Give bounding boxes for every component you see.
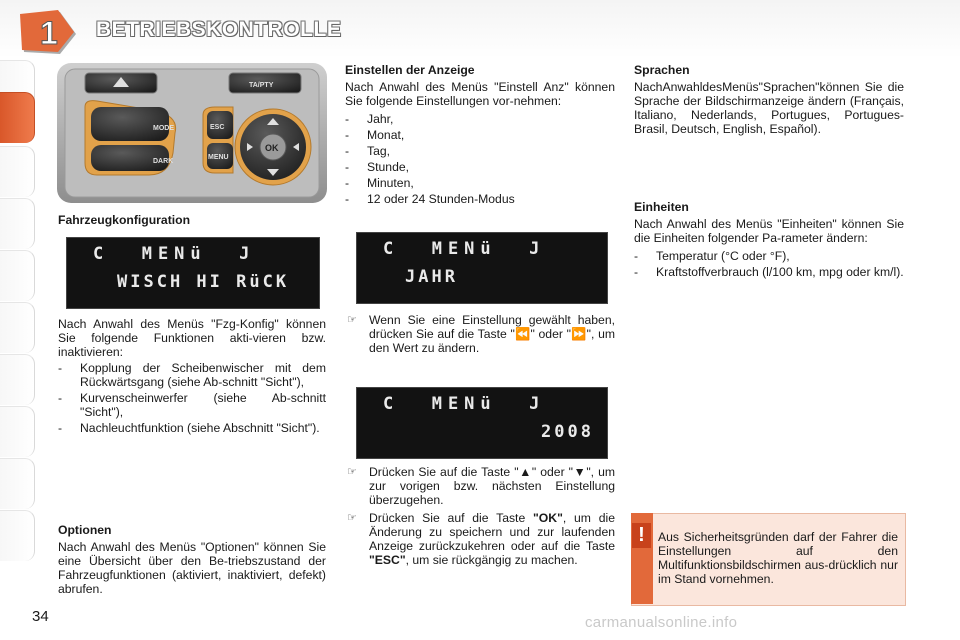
lcd-line-1: C MENü J	[93, 244, 256, 264]
tip-1: ☞ Wenn Sie eine Einstellung gewählt haben, drücken Sie auf die Taste "⏪" oder "⏩", um den Wert zu ändern.	[347, 313, 615, 355]
sidebar-tab-2[interactable]	[0, 146, 35, 197]
dark-label: DARK	[153, 158, 174, 165]
einheiten-body	[634, 217, 904, 281]
sidebar-tab-4[interactable]	[0, 250, 35, 301]
pointer-icon: ☞	[347, 512, 357, 524]
sidebar-tab-3[interactable]	[0, 198, 35, 249]
mode-label: MODE	[153, 125, 174, 132]
tips-2-3: ☞ Drücken Sie auf die Taste "▲" oder "▼", um zur vorigen bzw. nächsten Einstellung überzugehen. ☞ Drücken Sie auf die Taste "OK", um die Änderung zu speichern und zur laufenden Anzeige zurückzukehren oder auf die Taste "ESC", um sie rückgängig zu machen.	[347, 465, 615, 567]
warning-icon: !	[632, 523, 651, 548]
ok-label: OK	[265, 143, 279, 153]
fahrzeug-heading: Fahrzeugkonfiguration	[58, 213, 191, 227]
sidebar-tab-6[interactable]	[0, 354, 35, 405]
lcd-line-2: JAHR	[405, 267, 458, 287]
lcd-line-2: WISCH HI RüCK	[117, 272, 290, 292]
page-number: 34	[32, 608, 49, 625]
pointer-icon: ☞	[347, 466, 357, 478]
sidebar-tab-9[interactable]	[0, 510, 35, 561]
list-item: - Temperatur (°C oder °F),	[634, 249, 904, 263]
sprachen-text: NachAnwahldesMenüs"Sprachen"können Sie die Sprache der Bildschirmanzeige ändern (Français, Italiano, Nederlands, Portugues, Portugues-Brasil, Deutsch, English, Español).	[634, 80, 904, 136]
list-item: - Minuten,	[345, 176, 615, 190]
list-item: - Kurvenscheinwerfer (siehe Ab-schnitt "Sicht"),	[58, 391, 326, 419]
sprachen-heading: Sprachen	[634, 63, 690, 77]
lcd-display-jahr	[356, 232, 608, 304]
optionen-heading: Optionen	[58, 523, 112, 537]
list-item: - Tag,	[345, 144, 615, 158]
ta-pty-label: TA/PTY	[249, 82, 274, 89]
fahrzeug-body	[58, 317, 326, 437]
chapter-badge	[18, 10, 78, 56]
menu-label: MENU	[208, 154, 229, 161]
control-panel-image	[57, 63, 327, 203]
pointer-icon: ☞	[347, 314, 357, 326]
sidebar-tab-7[interactable]	[0, 406, 35, 457]
lcd-line-2: 2008	[541, 422, 594, 442]
lcd-line-1: C MENü J	[383, 394, 546, 414]
list-item: - Nachleuchtfunktion (siehe Abschnitt "Sicht").	[58, 421, 326, 435]
list-item: - Stunde,	[345, 160, 615, 174]
watermark: carmanualsonline.info	[585, 614, 738, 631]
list-item: - Kraftstoffverbrauch (l/100 km, mpg oder km/l).	[634, 265, 904, 279]
list-item: - Monat,	[345, 128, 615, 142]
einheiten-intro: Nach Anwahl des Menüs "Einheiten" können Sie die Einheiten folgender Pa-rameter ändern:	[634, 217, 904, 245]
einheiten-heading: Einheiten	[634, 200, 689, 214]
einstellen-heading: Einstellen der Anzeige	[345, 63, 475, 77]
sidebar-tab-active[interactable]	[0, 92, 35, 143]
chapter-number: 1	[40, 15, 58, 51]
page-title: BETRIEBSKONTROLLE	[96, 18, 342, 41]
einstellen-intro: Nach Anwahl des Menüs "Einstell Anz" können Sie folgende Einstellungen vor-nehmen:	[345, 80, 615, 108]
fahrzeug-intro: Nach Anwahl des Menüs "Fzg-Konfig" können Sie folgende Funktionen akti-vieren bzw. inaktivieren:	[58, 317, 326, 359]
warning-text: Aus Sicherheitsgründen darf der Fahrer die Einstellungen auf den Multifunktionsbildschirmen aus-drücklich nur im Stand vornehmen.	[658, 530, 898, 586]
list-item: - Jahr,	[345, 112, 615, 126]
list-item: - 12 oder 24 Stunden-Modus	[345, 192, 615, 206]
optionen-text: Nach Anwahl des Menüs "Optionen" können Sie eine Übersicht über den Be-triebszustand der Fahrzeugfunktionen (aktiviert, inaktiviert, defekt) abrufen.	[58, 540, 326, 596]
einstellen-body	[345, 80, 615, 208]
esc-label: ESC	[210, 124, 225, 131]
sidebar-tab-5[interactable]	[0, 302, 35, 353]
list-item: - Kopplung der Scheibenwischer mit dem Rückwärtsgang (siehe Ab-schnitt "Sicht"),	[58, 361, 326, 389]
lcd-display-2008	[356, 387, 608, 459]
lcd-line-1: C MENü J	[383, 239, 546, 259]
lcd-display-fahrzeug	[66, 237, 320, 309]
sidebar-tab-8[interactable]	[0, 458, 35, 509]
